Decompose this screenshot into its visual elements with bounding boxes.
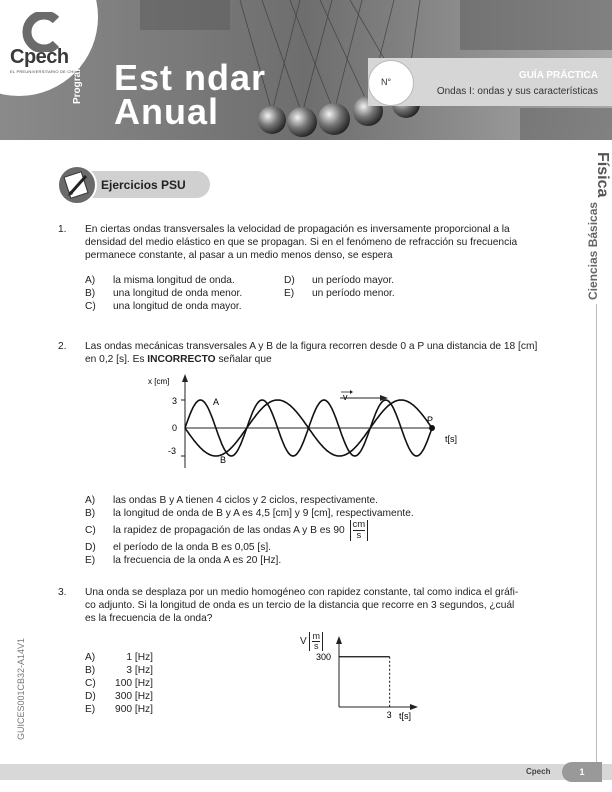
option-d[interactable]: D) un período mayor.: [284, 275, 395, 286]
guide-number-label: N°: [381, 77, 392, 87]
subject-name: Física: [594, 152, 611, 198]
question-1-line: En ciertas ondas transversales la velocidad de propagación es inversamente proporcional a la: [85, 224, 510, 235]
question-3-line: Una onda se desplaza por un medio homogéneo con rapidez constante, tal como indica el gráfi-: [85, 587, 519, 598]
footer-brand: Cpech: [526, 767, 551, 776]
point-p-label: P: [427, 415, 434, 425]
question-3-line: es la frecuencia de la onda?: [85, 613, 213, 624]
brand-tagline: EL PREUNIVERSITARIO DE CHILE: [10, 69, 81, 74]
question-3-text: [85, 586, 555, 625]
velocity-label: v: [343, 392, 348, 402]
option-e[interactable]: E) un período menor.: [284, 288, 395, 299]
guide-title: Ondas I: ondas y sus características: [436, 86, 598, 97]
velocity-unit-fraction: $\frac{m}{s}$: [309, 632, 323, 651]
wave-figure-x-label: t[s]: [445, 434, 458, 444]
guide-type: GUÍA PRÁCTICA: [518, 70, 598, 81]
question-2-line: Las ondas mecánicas transversales A y B de la figura recorren desde 0 a P una distancia de 18 [cm]: [85, 341, 538, 352]
option-a[interactable]: A) las ondas B y A tienen 4 ciclos y 2 ciclos, respectivamente.: [85, 495, 379, 506]
option-d[interactable]: D) el período de la onda B es 0,05 [s].: [85, 542, 272, 553]
wave-a-label: A: [213, 397, 220, 407]
question-1-number: 1.: [58, 224, 67, 235]
option-a[interactable]: A) la misma longitud de onda.: [85, 275, 235, 286]
question-1-text: [85, 223, 555, 262]
question-3-number: 3.: [58, 587, 67, 598]
option-b[interactable]: B) la longitud de onda de B y A es 4,5 [cm] y 9 [cm], respectivamente.: [85, 508, 414, 519]
option-e[interactable]: E) 900 [Hz]: [85, 704, 153, 715]
question-2-line: en 0,2 [s]. Es INCORRECTO señalar que: [85, 354, 272, 365]
question-1-options-right: [284, 274, 395, 300]
wave-b-label: B: [220, 455, 227, 465]
option-c[interactable]: C) la rapidez de propagación de las ondas A y B es 90 $\frac{cm}{s}$: [85, 520, 414, 541]
option-b[interactable]: B) 3 [Hz]: [85, 665, 153, 676]
question-1-line: permanece constante, al pasar a un medio menos denso, se espera: [85, 250, 393, 261]
option-a[interactable]: A) 1 [Hz]: [85, 652, 153, 663]
footer-bar: [0, 764, 612, 780]
question-2-number: 2.: [58, 341, 67, 352]
option-b[interactable]: B) una longitud de onda menor.: [85, 288, 243, 299]
chart-x-tick-label: 3: [386, 710, 392, 720]
chart-x-arrowhead: [410, 704, 418, 710]
document-code: GUICES001CB32-A14V1: [16, 637, 26, 740]
option-e[interactable]: E) la frecuencia de la onda A es 20 [Hz].: [85, 555, 282, 566]
option-d[interactable]: D) 300 [Hz]: [85, 691, 153, 702]
side-divider-line: [596, 304, 597, 764]
header-banner: [0, 0, 612, 140]
option-c[interactable]: C) una longitud de onda mayor.: [85, 301, 242, 312]
chart-y-tick-label: 300: [316, 651, 332, 662]
page-number: 1: [562, 762, 602, 782]
question-1-line: densidad del medio elástico en que se propagan. Si en el fenómeno de refracción su frecuencia: [85, 237, 518, 248]
question-2-text: [85, 340, 560, 366]
chart-y-arrowhead: [336, 636, 342, 644]
wave-figure-y-label: x [cm]: [148, 377, 170, 386]
section-title: Ejercicios PSU: [101, 178, 186, 192]
question-3-line: co adjunto. Si la longitud de onda es un tercio de la distancia que recorre en 3 segundos, ¿cuál: [85, 600, 515, 611]
tick-label-top: 3: [172, 396, 178, 406]
program-title-line2: Anual: [114, 91, 220, 132]
brand-name: Cpech: [10, 46, 69, 68]
wave-figure: [140, 372, 470, 472]
velocity-time-chart: [300, 634, 430, 724]
pencil-icon: [56, 164, 98, 206]
program-label: Programa: [72, 57, 83, 104]
velocity-axis-label: V $\frac{m}{s}$: [300, 632, 323, 651]
question-1-options-left: [85, 274, 242, 313]
point-p-marker: [429, 425, 435, 431]
y-axis-arrowhead: [182, 374, 188, 382]
option-c[interactable]: C) 100 [Hz]: [85, 678, 153, 689]
side-area-label: Ciencias Básicas: [586, 201, 600, 300]
tick-label-bottom: -3: [168, 446, 177, 456]
chart-x-label: t[s]: [399, 711, 412, 721]
unit-fraction: $\frac{cm}{s}$: [350, 520, 369, 541]
question-3-options: [85, 651, 153, 716]
tick-label-zero: 0: [172, 423, 178, 433]
question-2-options: [85, 494, 414, 567]
program-title-line1: Est ndar: [114, 57, 267, 98]
